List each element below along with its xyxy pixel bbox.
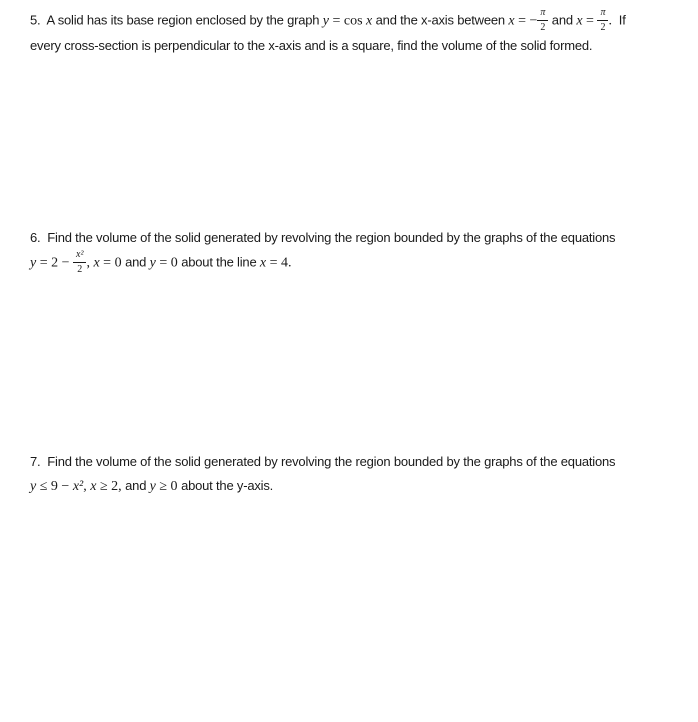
math-variable: y	[30, 255, 37, 271]
text-run: 5. A solid has its base region enclosed by the graph	[30, 12, 323, 28]
math-variable: x	[576, 13, 583, 29]
math-variable: x²	[72, 479, 84, 494]
math-operator-run: ,	[86, 255, 94, 271]
math-operator-run: = −	[514, 13, 538, 29]
text-run: If	[611, 12, 626, 28]
math-operator-run: = 4.	[266, 255, 292, 271]
math-operator-run: ,	[83, 479, 91, 494]
text-run: every cross-section is perpendicular to the x-axis and is a square, find the volume of the solid formed.	[30, 38, 593, 53]
fraction-numerator: π	[597, 7, 608, 21]
fraction-denominator: 2	[600, 21, 606, 33]
math-variable: x	[93, 255, 100, 271]
math-variable: y	[149, 255, 156, 271]
math-operator-run: .	[608, 13, 612, 29]
math-variable: y	[322, 13, 329, 29]
math-variable: x	[259, 255, 267, 271]
fraction	[73, 249, 86, 275]
math-operator-run: ≥ 2,	[96, 479, 126, 494]
math-operator-run: =	[582, 13, 598, 29]
problem-6	[30, 226, 685, 276]
text-line	[30, 474, 685, 499]
text-run: about the line	[181, 254, 260, 270]
math-operator-run: = 2 −	[36, 255, 74, 271]
text-run: and	[125, 254, 150, 270]
math-operator-run: ≥ 0	[155, 479, 182, 494]
math-operator-run: = 0	[99, 255, 126, 271]
math-variable: x	[508, 13, 515, 29]
math-variable: x	[366, 13, 373, 29]
text-run: and	[125, 478, 150, 493]
text-run: and the x-axis between	[372, 12, 509, 28]
math-variable: y	[30, 479, 37, 494]
fraction-denominator: 2	[540, 21, 546, 33]
text-run: and	[548, 12, 577, 28]
text-line	[30, 250, 685, 276]
math-operator-run: = 0	[155, 255, 182, 271]
text-line	[30, 226, 685, 250]
fraction	[537, 7, 548, 33]
math-operator-run: = cos	[328, 13, 367, 29]
math-variable: y	[149, 479, 156, 494]
text-run: 6. Find the volume of the solid generated by revolving the region bounded by the graphs of the equations	[30, 230, 616, 245]
text-run: about the y-axis.	[181, 478, 274, 493]
text-line	[30, 8, 685, 34]
text-run: 7. Find the volume of the solid generated by revolving the region bounded by the graphs of the equations	[30, 454, 616, 469]
math-variable: x	[90, 479, 97, 494]
text-line	[30, 450, 685, 474]
fraction-numerator: x²	[73, 249, 86, 263]
problem-7	[30, 450, 685, 499]
math-operator-run: ≤ 9 −	[36, 479, 73, 494]
fraction	[597, 7, 608, 33]
problem-5	[30, 8, 685, 58]
text-line	[30, 34, 685, 58]
fraction-denominator: 2	[77, 263, 83, 275]
fraction-numerator: π	[537, 7, 548, 21]
